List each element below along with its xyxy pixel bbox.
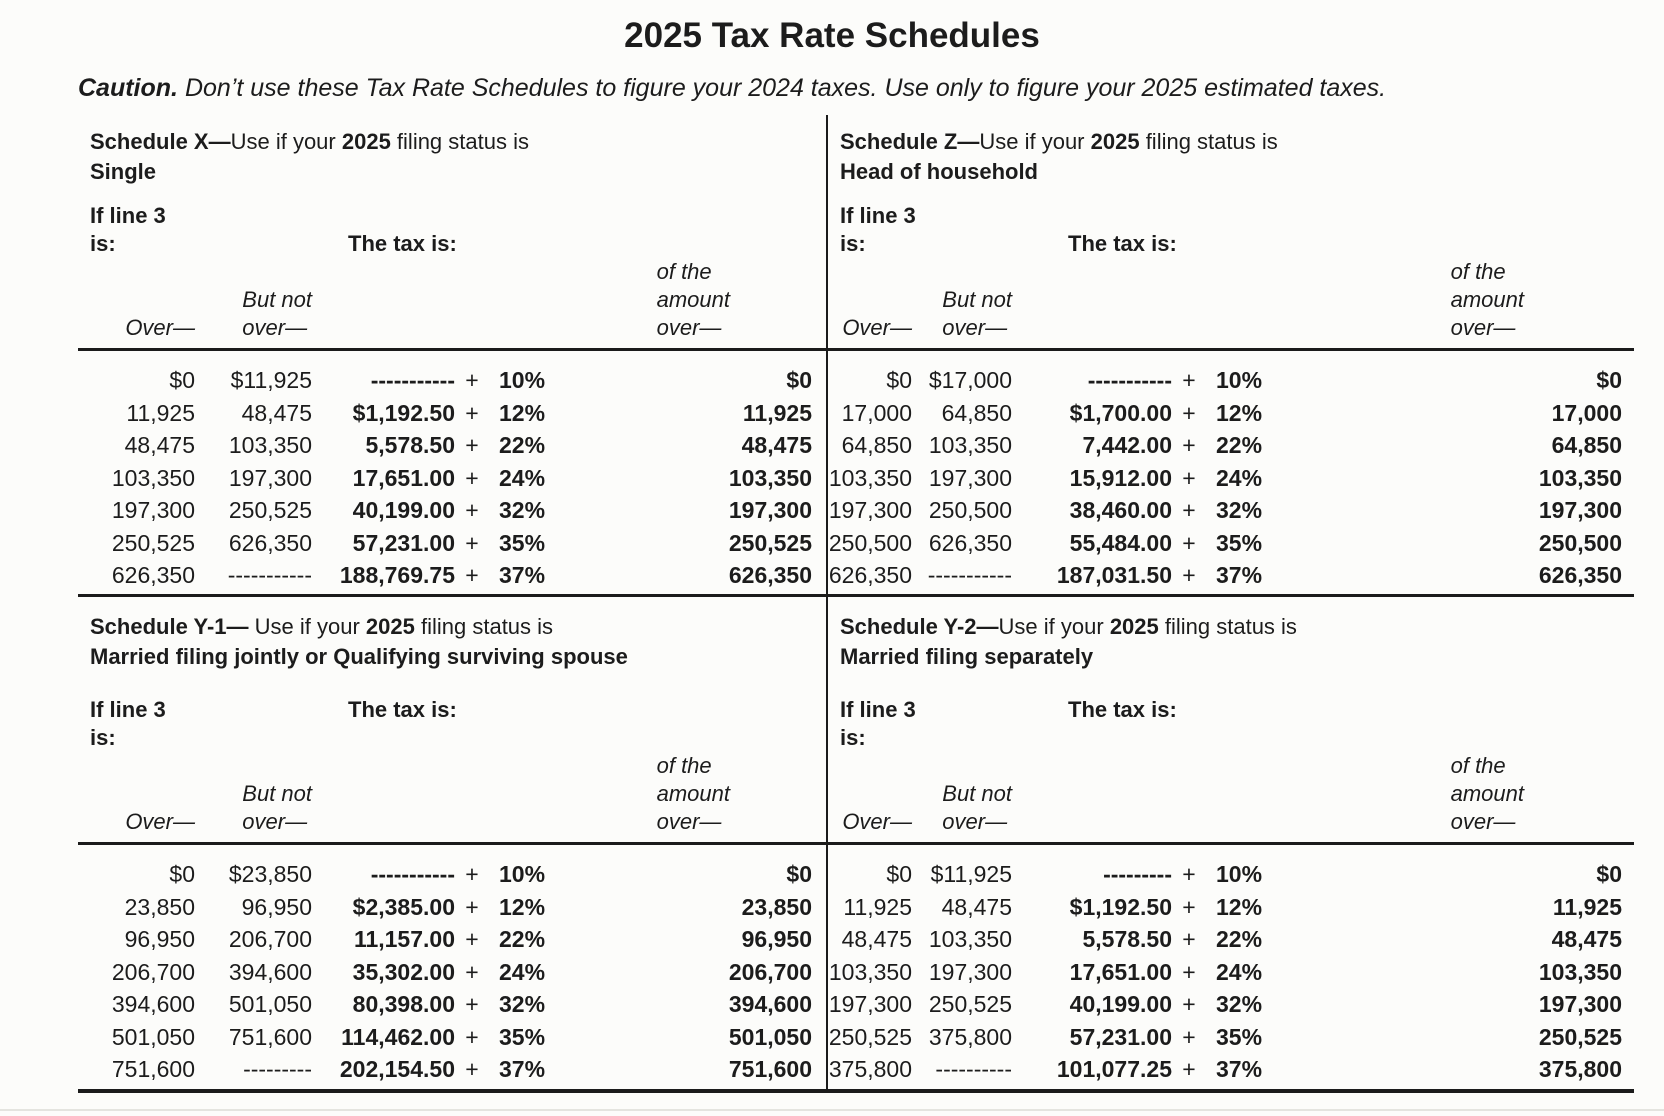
but-not-over-value: 103,350 bbox=[928, 926, 1012, 952]
bracket-row bbox=[78, 350, 826, 397]
but-not-over-value: 64,850 bbox=[941, 399, 1012, 426]
rate-value: 37% bbox=[1216, 1056, 1263, 1082]
but-not-over-value: 103,350 bbox=[928, 432, 1012, 458]
plus-sign: + bbox=[465, 399, 479, 426]
over-value: 626,350 bbox=[828, 562, 912, 588]
of-amount-over-value: 250,525 bbox=[728, 529, 812, 556]
bracket-row bbox=[78, 891, 826, 924]
of-amount-over-value: 11,925 bbox=[742, 399, 812, 426]
rate-value: 22% bbox=[1216, 926, 1263, 952]
bracket-row bbox=[78, 462, 826, 495]
over-value: 197,300 bbox=[828, 497, 912, 523]
schedule-name: Schedule Z— bbox=[840, 129, 980, 154]
over-value: 375,800 bbox=[828, 1056, 912, 1082]
rate-value: 12% bbox=[1216, 893, 1263, 920]
over-value: 96,950 bbox=[124, 926, 195, 952]
plus-sign: + bbox=[465, 926, 479, 952]
over-value: 48,475 bbox=[124, 432, 195, 458]
bracket-row bbox=[828, 988, 1634, 1021]
plus-sign: + bbox=[1182, 1056, 1196, 1082]
rate-value: 37% bbox=[499, 1056, 546, 1082]
base-tax-value: 80,398.00 bbox=[352, 991, 455, 1017]
schedule-y2-header bbox=[828, 597, 1634, 752]
schedule-z-panel bbox=[826, 115, 1634, 597]
base-tax-value: $1,192.50 bbox=[352, 399, 455, 426]
rate-value: 22% bbox=[1216, 432, 1263, 458]
header-spacer bbox=[312, 752, 455, 844]
filing-status: Head of household bbox=[840, 159, 1038, 184]
but-not-over-value: 250,500 bbox=[928, 497, 1012, 523]
but-not-over-value: $11,925 bbox=[230, 367, 312, 393]
base-tax-value: 40,199.00 bbox=[1069, 991, 1172, 1017]
over-value: 64,850 bbox=[841, 432, 912, 458]
bracket-row bbox=[78, 397, 826, 430]
of-amount-over-value: 626,350 bbox=[1538, 562, 1622, 588]
header-spacer bbox=[489, 752, 551, 844]
plus-sign: + bbox=[1182, 529, 1196, 556]
bracket-row bbox=[78, 923, 826, 956]
over-value: 250,500 bbox=[828, 529, 912, 556]
rate-value: 10% bbox=[499, 861, 546, 887]
base-tax-value: 5,578.50 bbox=[1082, 926, 1172, 952]
of-amount-over-value: 103,350 bbox=[728, 464, 812, 491]
but-not-over-value: 250,525 bbox=[228, 497, 312, 523]
plus-sign: + bbox=[1182, 1023, 1196, 1050]
base-tax-value: $1,700.00 bbox=[1069, 399, 1172, 426]
if-line3-row bbox=[90, 696, 826, 752]
of-amount-over-value: 626,350 bbox=[728, 562, 812, 588]
plus-sign: + bbox=[1182, 893, 1196, 920]
but-not-over-value: 48,475 bbox=[941, 893, 1012, 920]
plus-sign: + bbox=[1182, 432, 1196, 458]
schedule-z-header bbox=[828, 115, 1634, 258]
base-tax-value: 114,462.00 bbox=[341, 1023, 455, 1050]
schedule-name: Schedule Y-2— bbox=[840, 614, 999, 639]
tax-is-label: The tax is: bbox=[348, 697, 457, 722]
rate-value: 32% bbox=[1216, 497, 1263, 523]
schedule-y1-header bbox=[78, 597, 826, 752]
base-tax-value: 187,031.50 bbox=[1056, 562, 1172, 588]
but-not-over-value: 103,350 bbox=[228, 432, 312, 458]
over-value: 48,475 bbox=[841, 926, 912, 952]
plus-sign: + bbox=[465, 1056, 479, 1082]
base-tax-value: 202,154.50 bbox=[339, 1056, 455, 1082]
column-header-row bbox=[828, 258, 1634, 350]
but-not-over-value: ----------- bbox=[927, 562, 1012, 588]
header-spacer bbox=[1172, 752, 1206, 844]
rate-value: 37% bbox=[1216, 562, 1263, 588]
over-value: 197,300 bbox=[111, 497, 195, 523]
plus-sign: + bbox=[1182, 367, 1196, 393]
if-line3-label: If line 3 is: bbox=[90, 697, 166, 750]
tax-year: 2025 bbox=[365, 614, 415, 639]
column-header-of-amount-over: of the amount over— bbox=[1450, 753, 1524, 834]
bracket-row bbox=[78, 1021, 826, 1054]
caution-label: Caution. bbox=[78, 74, 178, 102]
rate-value: 24% bbox=[1216, 958, 1263, 985]
column-header-over: Over— bbox=[842, 315, 912, 340]
bracket-row bbox=[828, 891, 1634, 924]
plus-sign: + bbox=[1182, 926, 1196, 952]
bracket-row bbox=[78, 988, 826, 1021]
bracket-table bbox=[828, 258, 1634, 592]
rate-value: 32% bbox=[1216, 991, 1263, 1017]
over-value: 17,000 bbox=[841, 399, 912, 426]
of-amount-over-value: 64,850 bbox=[1551, 432, 1622, 458]
base-tax-value: 101,077.25 bbox=[1056, 1056, 1172, 1082]
column-header-row bbox=[828, 752, 1634, 844]
schedule-x-panel bbox=[78, 115, 826, 597]
but-not-over-value: 48,475 bbox=[241, 399, 312, 426]
over-value: 394,600 bbox=[111, 991, 195, 1017]
of-amount-over-value: 23,850 bbox=[741, 893, 812, 920]
bracket-row bbox=[78, 494, 826, 527]
but-not-over-value: $11,925 bbox=[930, 861, 1012, 887]
column-header-over: Over— bbox=[125, 809, 195, 834]
page-title: 2025 Tax Rate Schedules bbox=[624, 16, 1040, 55]
bracket-row bbox=[78, 1053, 826, 1086]
rate-value: 24% bbox=[499, 464, 546, 491]
plus-sign: + bbox=[1182, 861, 1196, 887]
of-amount-over-value: 197,300 bbox=[728, 497, 812, 523]
of-amount-over-value: 250,500 bbox=[1538, 529, 1622, 556]
bracket-row bbox=[828, 559, 1634, 592]
plus-sign: + bbox=[465, 562, 479, 588]
of-amount-over-value: 197,300 bbox=[1538, 497, 1622, 523]
plus-sign: + bbox=[465, 529, 479, 556]
rate-value: 12% bbox=[499, 893, 546, 920]
header-spacer bbox=[489, 258, 551, 350]
of-amount-over-value: 103,350 bbox=[1538, 464, 1622, 491]
column-header-of-amount-over: of the amount over— bbox=[656, 753, 730, 834]
column-header-over: Over— bbox=[842, 809, 912, 834]
over-value: 11,925 bbox=[126, 399, 195, 426]
over-value: 23,850 bbox=[124, 893, 195, 920]
but-not-over-value: $23,850 bbox=[228, 861, 312, 887]
plus-sign: + bbox=[1182, 991, 1196, 1017]
bracket-row bbox=[828, 350, 1634, 397]
of-amount-over-value: 394,600 bbox=[728, 991, 812, 1017]
bracket-row bbox=[78, 527, 826, 560]
base-tax-value: 40,199.00 bbox=[352, 497, 455, 523]
of-amount-over-value: 103,350 bbox=[1538, 958, 1622, 985]
base-tax-value: 17,651.00 bbox=[352, 464, 455, 491]
rate-value: 12% bbox=[499, 399, 546, 426]
schedule-y1-panel bbox=[78, 597, 826, 1089]
bracket-table bbox=[78, 752, 826, 1086]
schedule-y2-panel bbox=[826, 597, 1634, 1089]
schedule-name: Schedule X— bbox=[90, 129, 231, 154]
tax-year: 2025 bbox=[1109, 614, 1159, 639]
schedule-title: Schedule Y-2—Use if your 2025 filing status is Married filing separately bbox=[840, 612, 1634, 672]
caution-note bbox=[78, 73, 1594, 103]
base-tax-value: ----------- bbox=[1087, 367, 1172, 393]
over-value: 103,350 bbox=[828, 958, 912, 985]
plus-sign: + bbox=[465, 464, 479, 491]
of-amount-over-value: 17,000 bbox=[1551, 399, 1622, 426]
caution-text: Don’t use these Tax Rate Schedules to figure your 2024 taxes. Use only to figure your 2025 estimated taxes. bbox=[184, 74, 1387, 102]
plus-sign: + bbox=[1182, 399, 1196, 426]
over-value: 197,300 bbox=[828, 991, 912, 1017]
of-amount-over-value: 751,600 bbox=[728, 1056, 812, 1082]
over-value: 626,350 bbox=[111, 562, 195, 588]
over-value: 250,525 bbox=[828, 1023, 912, 1050]
header-spacer bbox=[1012, 258, 1172, 350]
rate-value: 22% bbox=[499, 432, 546, 458]
bracket-row bbox=[828, 1021, 1634, 1054]
base-tax-value: --------- bbox=[1103, 861, 1172, 887]
bracket-row bbox=[828, 397, 1634, 430]
but-not-over-value: 751,600 bbox=[228, 1023, 312, 1050]
over-value: 206,700 bbox=[111, 958, 195, 985]
bracket-row bbox=[78, 956, 826, 989]
column-header-row bbox=[78, 258, 826, 350]
of-amount-over-value: 206,700 bbox=[728, 958, 812, 985]
base-tax-value: 38,460.00 bbox=[1069, 497, 1172, 523]
rate-value: 35% bbox=[1216, 529, 1263, 556]
if-line3-row bbox=[840, 696, 1634, 752]
header-spacer bbox=[312, 258, 455, 350]
rate-value: 35% bbox=[1216, 1023, 1263, 1050]
column-header-over: Over— bbox=[125, 315, 195, 340]
but-not-over-value: $17,000 bbox=[928, 367, 1012, 393]
rate-value: 12% bbox=[1216, 399, 1263, 426]
filing-status: Married filing jointly or Qualifying surviving spouse bbox=[90, 644, 628, 669]
filing-status: Married filing separately bbox=[840, 644, 1094, 669]
base-tax-value: ----------- bbox=[370, 367, 455, 393]
but-not-over-value: 394,600 bbox=[228, 958, 312, 985]
base-tax-value: 5,578.50 bbox=[365, 432, 455, 458]
rate-value: 37% bbox=[499, 562, 546, 588]
bracket-row bbox=[828, 1053, 1634, 1086]
but-not-over-value: 206,700 bbox=[228, 926, 312, 952]
base-tax-value: 57,231.00 bbox=[1069, 1023, 1172, 1050]
but-not-over-value: 626,350 bbox=[928, 529, 1012, 556]
header-spacer bbox=[455, 752, 489, 844]
but-not-over-value: ----------- bbox=[227, 562, 312, 588]
base-tax-value: $2,385.00 bbox=[352, 893, 455, 920]
of-amount-over-value: 96,950 bbox=[741, 926, 812, 952]
bracket-row bbox=[828, 462, 1634, 495]
over-value: $0 bbox=[169, 367, 195, 393]
over-value: 250,525 bbox=[111, 529, 195, 556]
rate-value: 35% bbox=[499, 1023, 546, 1050]
bracket-row bbox=[78, 844, 826, 891]
rate-value: 10% bbox=[1216, 861, 1263, 887]
bracket-table bbox=[828, 752, 1634, 1086]
bracket-row bbox=[828, 956, 1634, 989]
plus-sign: + bbox=[1182, 497, 1196, 523]
bracket-row bbox=[828, 527, 1634, 560]
page-bottom-edge bbox=[0, 1109, 1664, 1111]
base-tax-value: 188,769.75 bbox=[339, 562, 455, 588]
header-spacer bbox=[455, 258, 489, 350]
schedule-title: Schedule Z—Use if your 2025 filing status is Head of household bbox=[840, 127, 1634, 187]
bracket-row bbox=[828, 923, 1634, 956]
column-header-but-not-over: But not over— bbox=[242, 781, 312, 834]
over-value: 11,925 bbox=[843, 893, 912, 920]
column-header-row bbox=[78, 752, 826, 844]
base-tax-value: 57,231.00 bbox=[352, 529, 455, 556]
base-tax-value: 7,442.00 bbox=[1082, 432, 1172, 458]
if-line3-row bbox=[840, 202, 1634, 258]
of-amount-over-value: 375,800 bbox=[1538, 1056, 1622, 1082]
base-tax-value: $1,192.50 bbox=[1069, 893, 1172, 920]
tax-is-label: The tax is: bbox=[348, 231, 457, 256]
over-value: $0 bbox=[169, 861, 195, 887]
over-value: 501,050 bbox=[111, 1023, 195, 1050]
of-amount-over-value: $0 bbox=[786, 861, 812, 887]
plus-sign: + bbox=[465, 893, 479, 920]
over-value: $0 bbox=[886, 861, 912, 887]
bracket-row bbox=[78, 559, 826, 592]
but-not-over-value: 626,350 bbox=[228, 529, 312, 556]
header-spacer bbox=[1172, 258, 1206, 350]
tax-schedules-grid bbox=[78, 115, 1634, 1093]
of-amount-over-value: 11,925 bbox=[1552, 893, 1622, 920]
of-amount-over-value: 48,475 bbox=[1551, 926, 1622, 952]
bracket-row bbox=[78, 429, 826, 462]
base-tax-value: 55,484.00 bbox=[1069, 529, 1172, 556]
rate-value: 35% bbox=[499, 529, 546, 556]
but-not-over-value: ---------- bbox=[935, 1056, 1012, 1082]
of-amount-over-value: 501,050 bbox=[728, 1023, 812, 1050]
if-line3-row bbox=[90, 202, 826, 258]
if-line3-label: If line 3 is: bbox=[90, 203, 166, 256]
filing-status: Single bbox=[90, 159, 157, 184]
over-value: $0 bbox=[886, 367, 912, 393]
column-header-of-amount-over: of the amount over— bbox=[656, 259, 730, 340]
over-value: 751,600 bbox=[111, 1056, 195, 1082]
plus-sign: + bbox=[465, 432, 479, 458]
of-amount-over-value: 250,525 bbox=[1538, 1023, 1622, 1050]
header-spacer bbox=[1206, 752, 1268, 844]
base-tax-value: 17,651.00 bbox=[1069, 958, 1172, 985]
header-spacer bbox=[1206, 258, 1268, 350]
plus-sign: + bbox=[1182, 562, 1196, 588]
rate-value: 24% bbox=[1216, 464, 1263, 491]
base-tax-value: 35,302.00 bbox=[352, 958, 455, 985]
if-line3-label: If line 3 is: bbox=[840, 203, 916, 256]
plus-sign: + bbox=[465, 991, 479, 1017]
of-amount-over-value: $0 bbox=[1596, 861, 1622, 887]
bracket-row bbox=[828, 494, 1634, 527]
rate-value: 22% bbox=[499, 926, 546, 952]
base-tax-value: ----------- bbox=[370, 861, 455, 887]
of-amount-over-value: $0 bbox=[786, 367, 812, 393]
column-header-of-amount-over: of the amount over— bbox=[1450, 259, 1524, 340]
base-tax-value: 11,157.00 bbox=[353, 926, 455, 952]
schedule-x-header bbox=[78, 115, 826, 258]
plus-sign: + bbox=[465, 367, 479, 393]
schedule-title: Schedule X—Use if your 2025 filing status is Single bbox=[90, 127, 826, 187]
rate-value: 10% bbox=[499, 367, 546, 393]
rate-value: 32% bbox=[499, 497, 546, 523]
bracket-row bbox=[828, 429, 1634, 462]
but-not-over-value: 197,300 bbox=[228, 464, 312, 491]
tax-year: 2025 bbox=[1090, 129, 1140, 154]
plus-sign: + bbox=[1182, 958, 1196, 985]
bracket-table bbox=[78, 258, 826, 592]
column-header-but-not-over: But not over— bbox=[242, 287, 312, 340]
over-value: 103,350 bbox=[111, 464, 195, 491]
but-not-over-value: 375,800 bbox=[928, 1023, 1012, 1050]
if-line3-label: If line 3 is: bbox=[840, 697, 916, 750]
bracket-row bbox=[828, 844, 1634, 891]
header-spacer bbox=[1012, 752, 1172, 844]
schedule-title: Schedule Y-1— Use if your 2025 filing status is Married filing jointly or Qualifying surviving spouse bbox=[90, 612, 826, 672]
rate-value: 32% bbox=[499, 991, 546, 1017]
of-amount-over-value: 48,475 bbox=[741, 432, 812, 458]
column-header-but-not-over: But not over— bbox=[942, 781, 1012, 834]
over-value: 103,350 bbox=[828, 464, 912, 491]
plus-sign: + bbox=[465, 861, 479, 887]
schedule-name: Schedule Y-1— bbox=[90, 614, 255, 639]
but-not-over-value: 501,050 bbox=[228, 991, 312, 1017]
of-amount-over-value: 197,300 bbox=[1538, 991, 1622, 1017]
plus-sign: + bbox=[1182, 464, 1196, 491]
column-header-but-not-over: But not over— bbox=[942, 287, 1012, 340]
tax-is-label: The tax is: bbox=[1068, 231, 1177, 256]
but-not-over-value: --------- bbox=[243, 1056, 312, 1082]
but-not-over-value: 250,525 bbox=[928, 991, 1012, 1017]
plus-sign: + bbox=[465, 1023, 479, 1050]
base-tax-value: 15,912.00 bbox=[1069, 464, 1172, 491]
but-not-over-value: 197,300 bbox=[928, 464, 1012, 491]
but-not-over-value: 197,300 bbox=[928, 958, 1012, 985]
rate-value: 10% bbox=[1216, 367, 1263, 393]
rate-value: 24% bbox=[499, 958, 546, 985]
plus-sign: + bbox=[465, 497, 479, 523]
of-amount-over-value: $0 bbox=[1596, 367, 1622, 393]
plus-sign: + bbox=[465, 958, 479, 985]
tax-is-label: The tax is: bbox=[1068, 697, 1177, 722]
but-not-over-value: 96,950 bbox=[241, 893, 312, 920]
tax-year: 2025 bbox=[341, 129, 391, 154]
